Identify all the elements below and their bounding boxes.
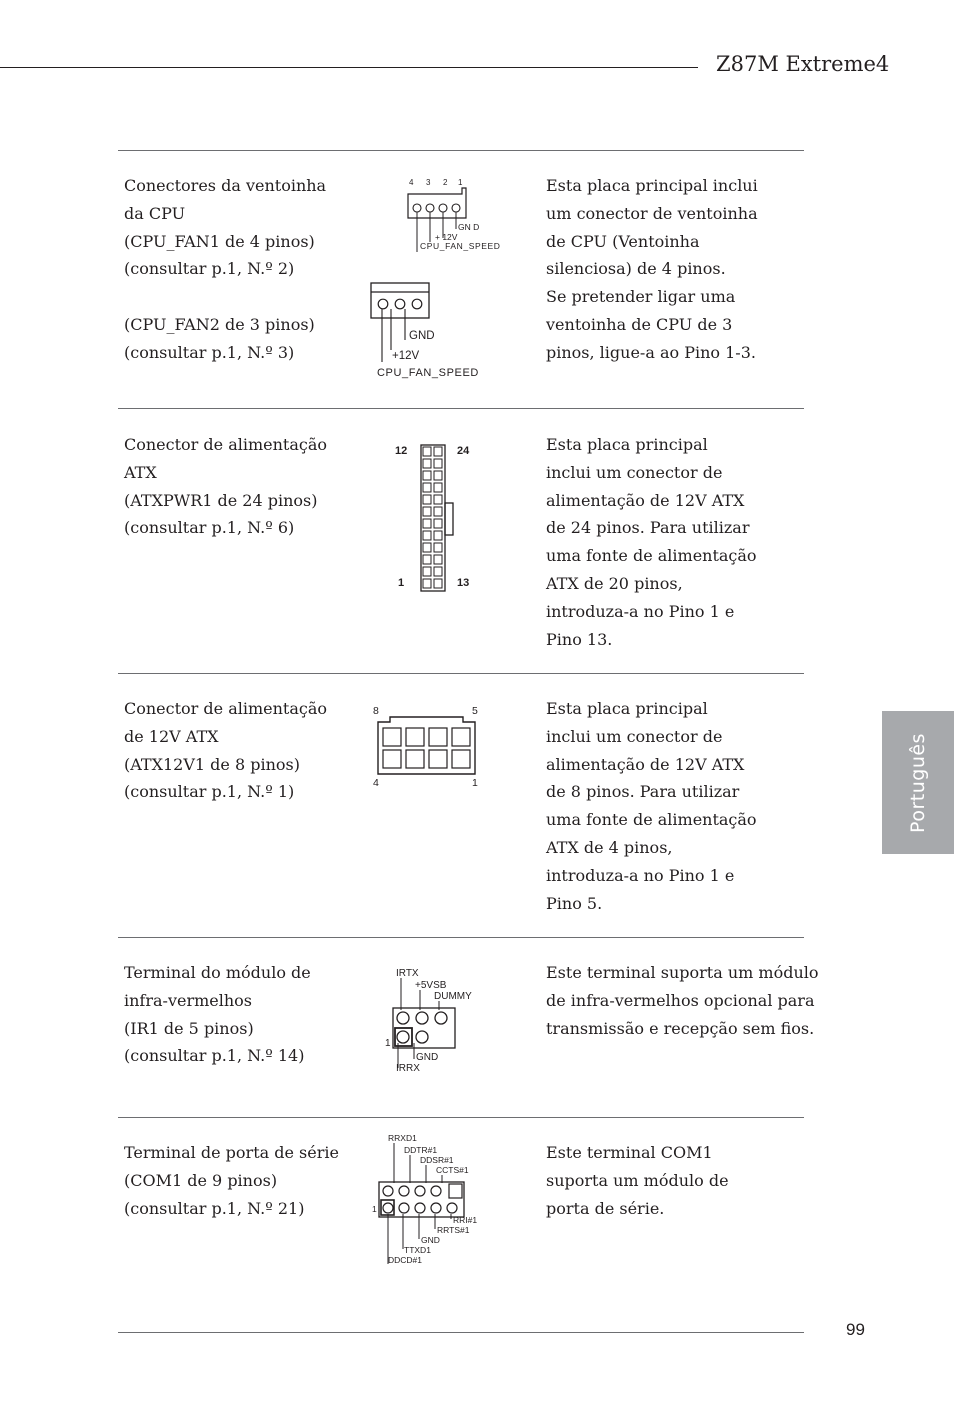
text-line: da CPU (124, 203, 186, 223)
atx24-description (124, 431, 327, 542)
pin (434, 531, 442, 540)
text-line: (consultar p.1, N.º 1) (124, 782, 295, 802)
pin (383, 728, 401, 746)
section-divider (118, 1117, 804, 1118)
text-line: Terminal do módulo de (124, 963, 311, 982)
pin-label: 1 (458, 178, 463, 187)
text-line: infra-vermelhos (124, 990, 252, 1010)
pin (429, 728, 447, 746)
text-line: (consultar p.1, N.º 6) (124, 518, 295, 538)
text-line: (consultar p.1, N.º 2) (124, 259, 295, 279)
atx24-connector-diagram (395, 440, 485, 595)
text-line: ventoinha de CPU de 3 (546, 314, 733, 334)
gnd-label: GND (409, 330, 435, 342)
rrxd-label: RRXD1 (388, 1133, 417, 1143)
pin (423, 447, 431, 456)
pin-label: 12 (395, 445, 408, 457)
pin (423, 519, 431, 528)
pin (434, 459, 442, 468)
section-divider (118, 673, 804, 674)
text-line: (consultar p.1, N.º 14) (124, 1046, 305, 1066)
text-line: (IR1 de 5 pinos) (124, 1018, 254, 1038)
text-line: uma fonte de alimentação (546, 546, 757, 566)
section-divider (118, 150, 804, 151)
pin-label: 4 (373, 777, 379, 789)
pin (423, 459, 431, 468)
ir-header-diagram (382, 964, 492, 1079)
pin (447, 1203, 457, 1213)
pin-label: 4 (409, 178, 414, 187)
text-line: (consultar p.1, N.º 21) (124, 1198, 305, 1218)
text-line: Este terminal suporta um módulo (546, 963, 819, 982)
atx12v-explanation (546, 695, 757, 917)
pin (431, 1203, 441, 1213)
text-line: uma fonte de alimentação (546, 810, 757, 830)
vsb-label: +5VSB (415, 980, 447, 991)
text-line: alimentação de 12V ATX (546, 754, 745, 774)
pin (406, 750, 424, 768)
pin (423, 495, 431, 504)
pin (415, 1203, 425, 1213)
text-line: porta de série. (546, 1198, 665, 1218)
ttxd-label: TTXD1 (404, 1245, 431, 1255)
pin (423, 507, 431, 516)
pin (399, 1186, 409, 1196)
pin-label: 8 (373, 705, 379, 717)
pin (423, 543, 431, 552)
text-line: de CPU (Ventoinha (546, 231, 700, 251)
pin (423, 483, 431, 492)
pin-label: 2 (443, 178, 448, 187)
pin (434, 495, 442, 504)
pin (452, 750, 470, 768)
ddcd-label: DDCD#1 (388, 1255, 423, 1265)
cpu-fan1-4pin-diagram (400, 172, 520, 257)
pin (423, 579, 431, 588)
com-header-diagram (370, 1131, 490, 1271)
irrx-label: IRRX (396, 1063, 420, 1074)
header-rule (0, 67, 698, 68)
atx12v-connector-diagram (370, 700, 490, 792)
dummy-label: DUMMY (434, 991, 472, 1002)
text-line: inclui um conector de (546, 726, 723, 746)
pin (415, 1186, 425, 1196)
text-line: de infra-vermelhos opcional para (546, 990, 815, 1010)
text-line: introduza-a no Pino 1 e (546, 865, 735, 885)
text-line: silenciosa) de 4 pinos. (546, 259, 726, 279)
pin1-label: 1 (385, 1038, 391, 1049)
pin-label: 24 (457, 445, 470, 457)
text-line: Este terminal COM1 (546, 1143, 713, 1162)
pin (423, 531, 431, 540)
pin-label: 1 (472, 777, 478, 789)
text-line: ATX de 4 pinos, (546, 837, 673, 857)
pin-label: 3 (426, 178, 431, 187)
text-line: um conector de ventoinha (546, 203, 758, 223)
page-number: 99 (846, 1320, 865, 1339)
irtx-label: IRTX (396, 968, 419, 979)
pin (423, 567, 431, 576)
text-line: Conector de alimentação (124, 435, 328, 454)
rrts-label: RRTS#1 (437, 1225, 470, 1235)
pin (452, 728, 470, 746)
text-line: Conectores da ventoinha (124, 176, 327, 195)
section-divider (118, 937, 804, 938)
text-line: (CPU_FAN1 de 4 pinos) (124, 231, 315, 251)
text-line: Se pretender ligar uma (546, 287, 736, 307)
text-line: Esta placa principal inclui (546, 176, 758, 195)
pin (383, 750, 401, 768)
ir-description (124, 959, 311, 1070)
pin (383, 1203, 393, 1213)
pin (434, 567, 442, 576)
text-line: (ATX12V1 de 8 pinos) (124, 754, 300, 774)
pin (423, 555, 431, 564)
text-line: de 8 pinos. Para utilizar (546, 782, 740, 802)
com-explanation (546, 1139, 729, 1222)
speed-label: CPU_FAN_SPEED (377, 367, 479, 379)
gnd-label: GN D (458, 222, 480, 232)
text-line: ATX (124, 462, 157, 482)
pin (434, 579, 442, 588)
text-line: Esta placa principal (546, 435, 708, 454)
cpu-fan-explanation (546, 172, 758, 367)
ddtr-label: DDTR#1 (404, 1145, 438, 1155)
language-tab-label: Português (907, 732, 929, 833)
ir-explanation (546, 959, 819, 1042)
text-line: suporta um módulo de (546, 1170, 729, 1190)
pin (434, 543, 442, 552)
v12-label: + 12V (435, 232, 458, 242)
pin (383, 1186, 393, 1196)
v12-label: +12V (392, 350, 420, 362)
pin (434, 471, 442, 480)
cpu-fan2-3pin-diagram (370, 280, 500, 385)
text-line: de 12V ATX (124, 726, 219, 746)
speed-label: CPU_FAN_SPEED (420, 241, 501, 251)
gnd-label: GND (416, 1052, 439, 1063)
text-line: (consultar p.1, N.º 3) (124, 342, 295, 362)
footer-rule (118, 1332, 804, 1333)
text-line: inclui um conector de (546, 462, 723, 482)
pin (423, 471, 431, 480)
com-description (124, 1139, 339, 1222)
text-line: Terminal de porta de série (124, 1143, 339, 1162)
pin (429, 750, 447, 768)
text-line: transmissão e recepção sem fios. (546, 1018, 815, 1038)
ccts-label: CCTS#1 (436, 1165, 469, 1175)
pin (406, 728, 424, 746)
language-tab (882, 711, 954, 854)
document-title: Z87M Extreme4 (716, 52, 890, 76)
text-line: (CPU_FAN2 de 3 pinos) (124, 314, 315, 334)
cpu-fan-description (124, 172, 326, 367)
rri-label: RRI#1 (453, 1215, 478, 1225)
atx24-explanation (546, 431, 757, 653)
pin (434, 507, 442, 516)
pin-label: 13 (457, 577, 470, 589)
text-line: (COM1 de 9 pinos) (124, 1170, 278, 1190)
pin1-label: 1 (372, 1204, 377, 1214)
text-line: (ATXPWR1 de 24 pinos) (124, 490, 318, 510)
ddsr-label: DDSR#1 (420, 1155, 454, 1165)
text-line: alimentação de 12V ATX (546, 490, 745, 510)
text-line: Pino 5. (546, 893, 603, 913)
connector-housing (421, 445, 445, 591)
pin (399, 1203, 409, 1213)
text-line: pinos, ligue-a ao Pino 1-3. (546, 342, 756, 362)
text-line: Esta placa principal (546, 699, 708, 718)
connector-latch (445, 503, 453, 535)
text-line: Conector de alimentação (124, 699, 328, 718)
pin (434, 555, 442, 564)
text-line: introduza-a no Pino 1 e (546, 601, 735, 621)
text-line: Pino 13. (546, 629, 613, 649)
gnd-label: GND (421, 1235, 440, 1245)
section-divider (118, 408, 804, 409)
text-line: ATX de 20 pinos, (546, 573, 683, 593)
pin (431, 1186, 441, 1196)
pin-label: 5 (472, 705, 478, 717)
text-line: de 24 pinos. Para utilizar (546, 518, 750, 538)
pin-label: 1 (398, 577, 405, 589)
atx12v-description (124, 695, 327, 806)
pin (434, 447, 442, 456)
pin (434, 483, 442, 492)
pin (434, 519, 442, 528)
